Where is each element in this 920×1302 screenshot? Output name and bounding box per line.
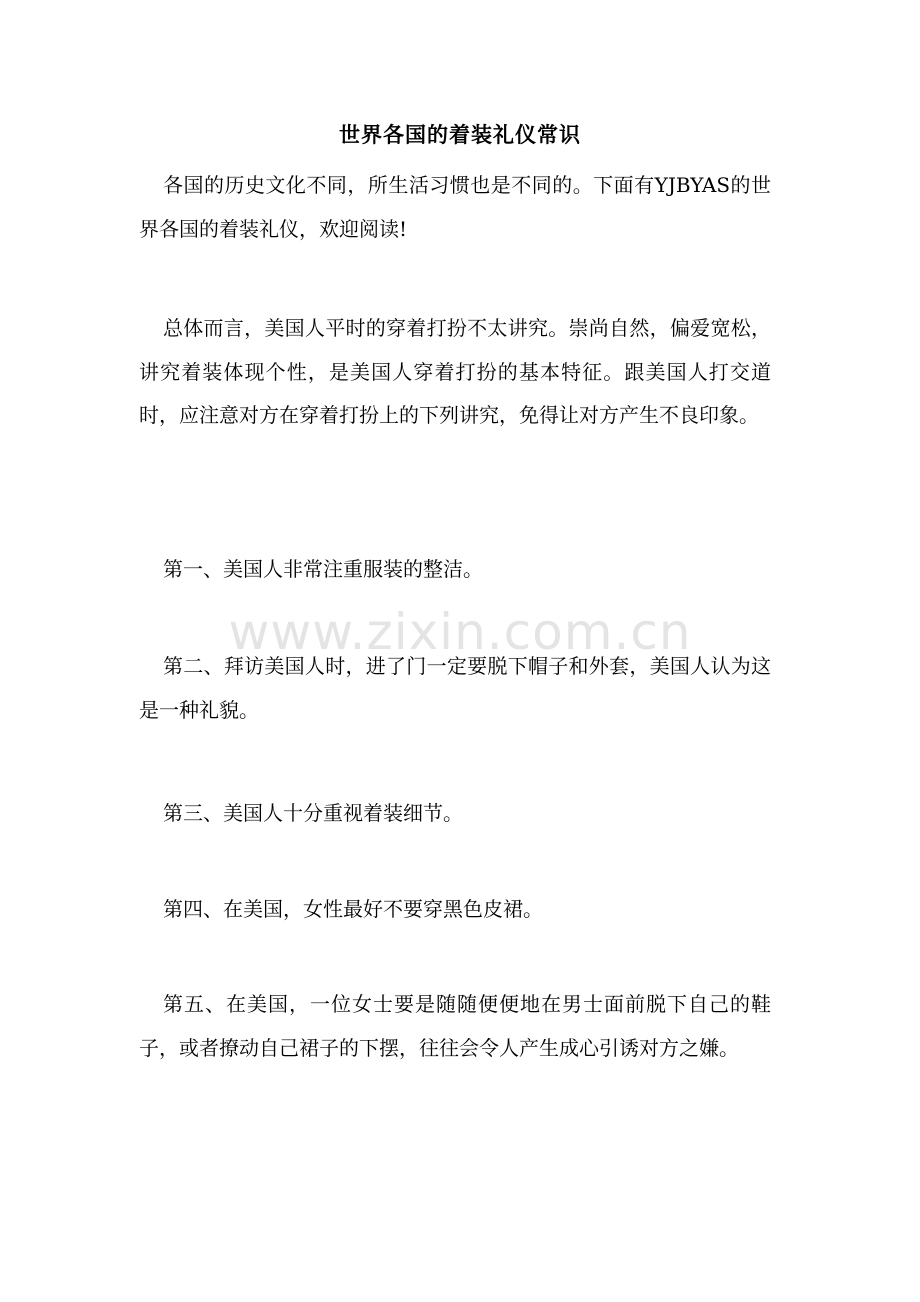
paragraph-point-5: 第五、在美国，一位女士要是随随便便地在男士面前脱下自己的鞋子，或者撩动自己裙子的下摆，往往会令人产生成心引诱对方之嫌。	[139, 992, 771, 1060]
paragraph-point-2: 第二、拜访美国人时，进了门一定要脱下帽子和外套，美国人认为这是一种礼貌。	[139, 654, 771, 722]
paragraph-point-3: 第三、美国人十分重视着装细节。	[163, 801, 463, 825]
paragraph-point-1: 第一、美国人非常注重服装的整洁。	[163, 557, 483, 581]
document-title: 世界各国的着装礼仪常识	[339, 122, 581, 147]
watermark: www.zixin.com.cn	[228, 603, 692, 661]
intro-paragraph: 各国的历史文化不同，所生活习惯也是不同的。下面有YJBYAS的世界各国的着装礼仪，欢迎阅读!	[139, 173, 771, 241]
paragraph-overview: 总体而言，美国人平时的穿着打扮不太讲究。崇尚自然，偏爱宽松，讲究着装体现个性，是美国人穿着打扮的基本特征。跟美国人打交道时，应注意对方在穿着打扮上的下列讲究，免得让对方产生不良印象。	[139, 316, 771, 427]
paragraph-point-4: 第四、在美国，女性最好不要穿黑色皮裙。	[163, 897, 543, 921]
